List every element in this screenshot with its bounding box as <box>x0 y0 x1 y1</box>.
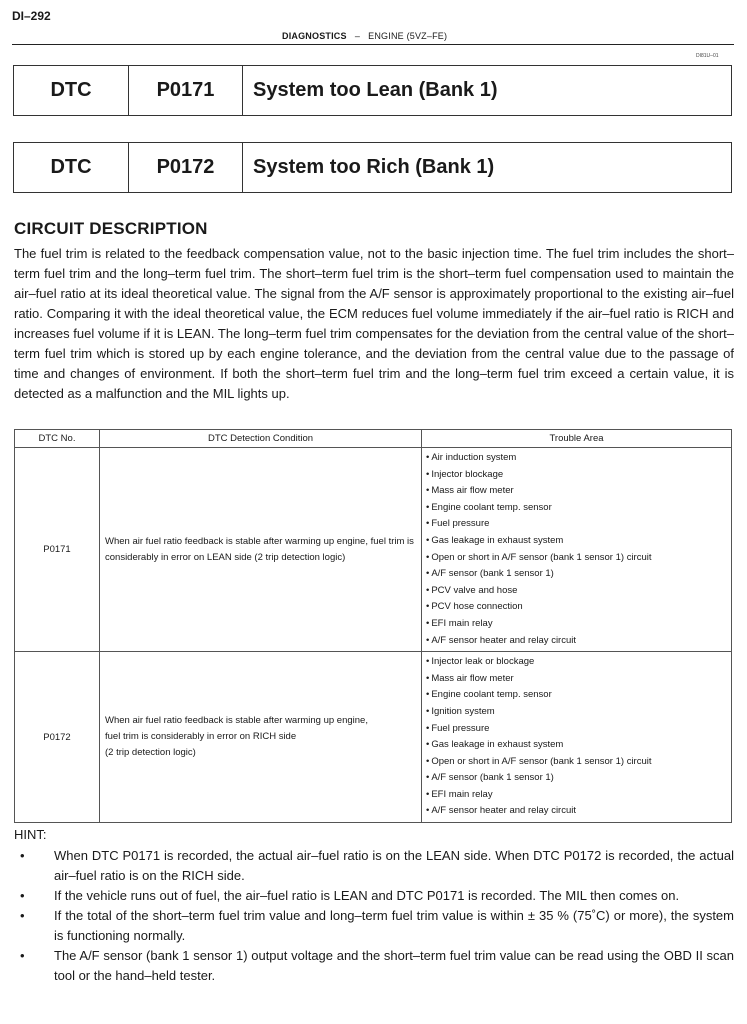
trouble-area-item: • Engine coolant temp. sensor <box>426 500 731 517</box>
trouble-area-item: • A/F sensor heater and relay circuit <box>426 803 731 820</box>
trouble-area-item: • Open or short in A/F sensor (bank 1 sensor 1) circuit <box>426 550 731 567</box>
dtc-title: System too Rich (Bank 1) <box>253 156 495 178</box>
dtc-number: P0171 <box>15 448 100 652</box>
hint-item: • The A/F sensor (bank 1 sensor 1) output voltage and the short–term fuel trim value can be read using the OBD II scan tool or the hand–held tester. <box>14 946 734 986</box>
trouble-area-item: • PCV hose connection <box>426 599 731 616</box>
table-header-row <box>15 430 732 448</box>
dtc-code: P0172 <box>129 143 243 192</box>
circuit-description-text: The fuel trim is related to the feedback compensation value, not to the basic injection time. The fuel trim includes the short–term fuel trim and the long–term fuel trim. The short–term fuel trim is the short–term fuel compensation used to maintain the air–fuel ratio at its ideal theoretical value. The signal from the A/F sensor is approximately proportional to the existing air–fuel ratio. Comparing it with the ideal theoretical value, the ECM reduces fuel volume immediately if the air–fuel ratio is RICH and increases fuel volume if it is LEAN. The long–term fuel trim compensates for the deviation from the central value of the short–term fuel trim which is stored up by each engine tolerance, and the deviation from the central value due to the passage of time and changes of environment. If both the short–term fuel trim and the long–term fuel trim exceed a certain value, it is detected as a malfunction and the MIL lights up. <box>14 246 734 401</box>
trouble-area-list <box>422 448 731 651</box>
trouble-area-item: • EFI main relay <box>426 787 731 804</box>
trouble-area-item: • Open or short in A/F sensor (bank 1 sensor 1) circuit <box>426 754 731 771</box>
trouble-area-item: • Air induction system <box>426 450 731 467</box>
header-trouble-area: Trouble Area <box>422 430 732 448</box>
trouble-area-cell <box>422 448 732 652</box>
dtc-title: System too Lean (Bank 1) <box>253 79 498 101</box>
circuit-description-heading: CIRCUIT DESCRIPTION <box>14 219 208 238</box>
hint-label: HINT: <box>14 827 47 842</box>
trouble-area-item: • Mass air flow meter <box>426 483 731 500</box>
table-row-p0172 <box>15 652 732 823</box>
hint-item: • If the vehicle runs out of fuel, the air–fuel ratio is LEAN and DTC P0171 is recorded. The MIL then comes on. <box>14 886 734 906</box>
table-row-p0171 <box>15 448 732 652</box>
dtc-number: P0172 <box>15 652 100 823</box>
trouble-area-item: • A/F sensor (bank 1 sensor 1) <box>426 770 731 787</box>
header-detection-condition: DTC Detection Condition <box>100 430 422 448</box>
trouble-area-item: • Gas leakage in exhaust system <box>426 737 731 754</box>
hint-list <box>14 846 734 986</box>
header-rule <box>12 44 734 45</box>
trouble-area-item: • A/F sensor heater and relay circuit <box>426 633 731 650</box>
subsection-name: ENGINE (5VZ–FE) <box>368 31 448 41</box>
trouble-area-item: • Fuel pressure <box>426 721 731 738</box>
dtc-code: P0171 <box>129 66 243 115</box>
header-separator: – <box>354 31 361 41</box>
detection-condition <box>100 652 422 823</box>
page-number: DI–292 <box>12 9 51 23</box>
trouble-area-item: • Ignition system <box>426 704 731 721</box>
header-dtc-no: DTC No. <box>15 430 100 448</box>
trouble-area-item: • PCV valve and hose <box>426 583 731 600</box>
section-name: DIAGNOSTICS <box>282 31 347 41</box>
trouble-area-item: • Injector leak or blockage <box>426 654 731 671</box>
trouble-area-item: • Mass air flow meter <box>426 671 731 688</box>
trouble-area-cell <box>422 652 732 823</box>
trouble-area-item: • Fuel pressure <box>426 516 731 533</box>
trouble-area-item: • A/F sensor (bank 1 sensor 1) <box>426 566 731 583</box>
hint-item: • When DTC P0171 is recorded, the actual air–fuel ratio is on the LEAN side. When DTC P0172 is recorded, the actual air–fuel ratio is on the RICH side. <box>14 846 734 886</box>
trouble-area-item: • Gas leakage in exhaust system <box>426 533 731 550</box>
trouble-area-item: • Engine coolant temp. sensor <box>426 687 731 704</box>
dtc-box-p0172 <box>13 142 732 193</box>
trouble-area-item: • EFI main relay <box>426 616 731 633</box>
dtc-box-p0171 <box>13 65 732 116</box>
trouble-area-list <box>422 652 731 822</box>
condition-line: (2 trip detection logic) <box>105 747 196 759</box>
condition-line: When air fuel ratio feedback is stable after warming up engine, <box>105 715 368 727</box>
dtc-label: DTC <box>14 66 129 115</box>
trouble-area-item: • Injector blockage <box>426 467 731 484</box>
dtc-table <box>14 429 732 823</box>
document-code: DI81U–01 <box>696 53 719 59</box>
condition-line: fuel trim is considerably in error on RICH side <box>105 731 297 743</box>
detection-condition: When air fuel ratio feedback is stable after warming up engine, fuel trim is considerably in error on LEAN side (2 trip detection logic) <box>100 448 422 652</box>
dtc-label: DTC <box>14 143 129 192</box>
hint-item: • If the total of the short–term fuel trim value and long–term fuel trim value is within ± 35 % (75˚C) or more), the system is functioning normally. <box>14 906 734 946</box>
running-header <box>282 31 447 41</box>
